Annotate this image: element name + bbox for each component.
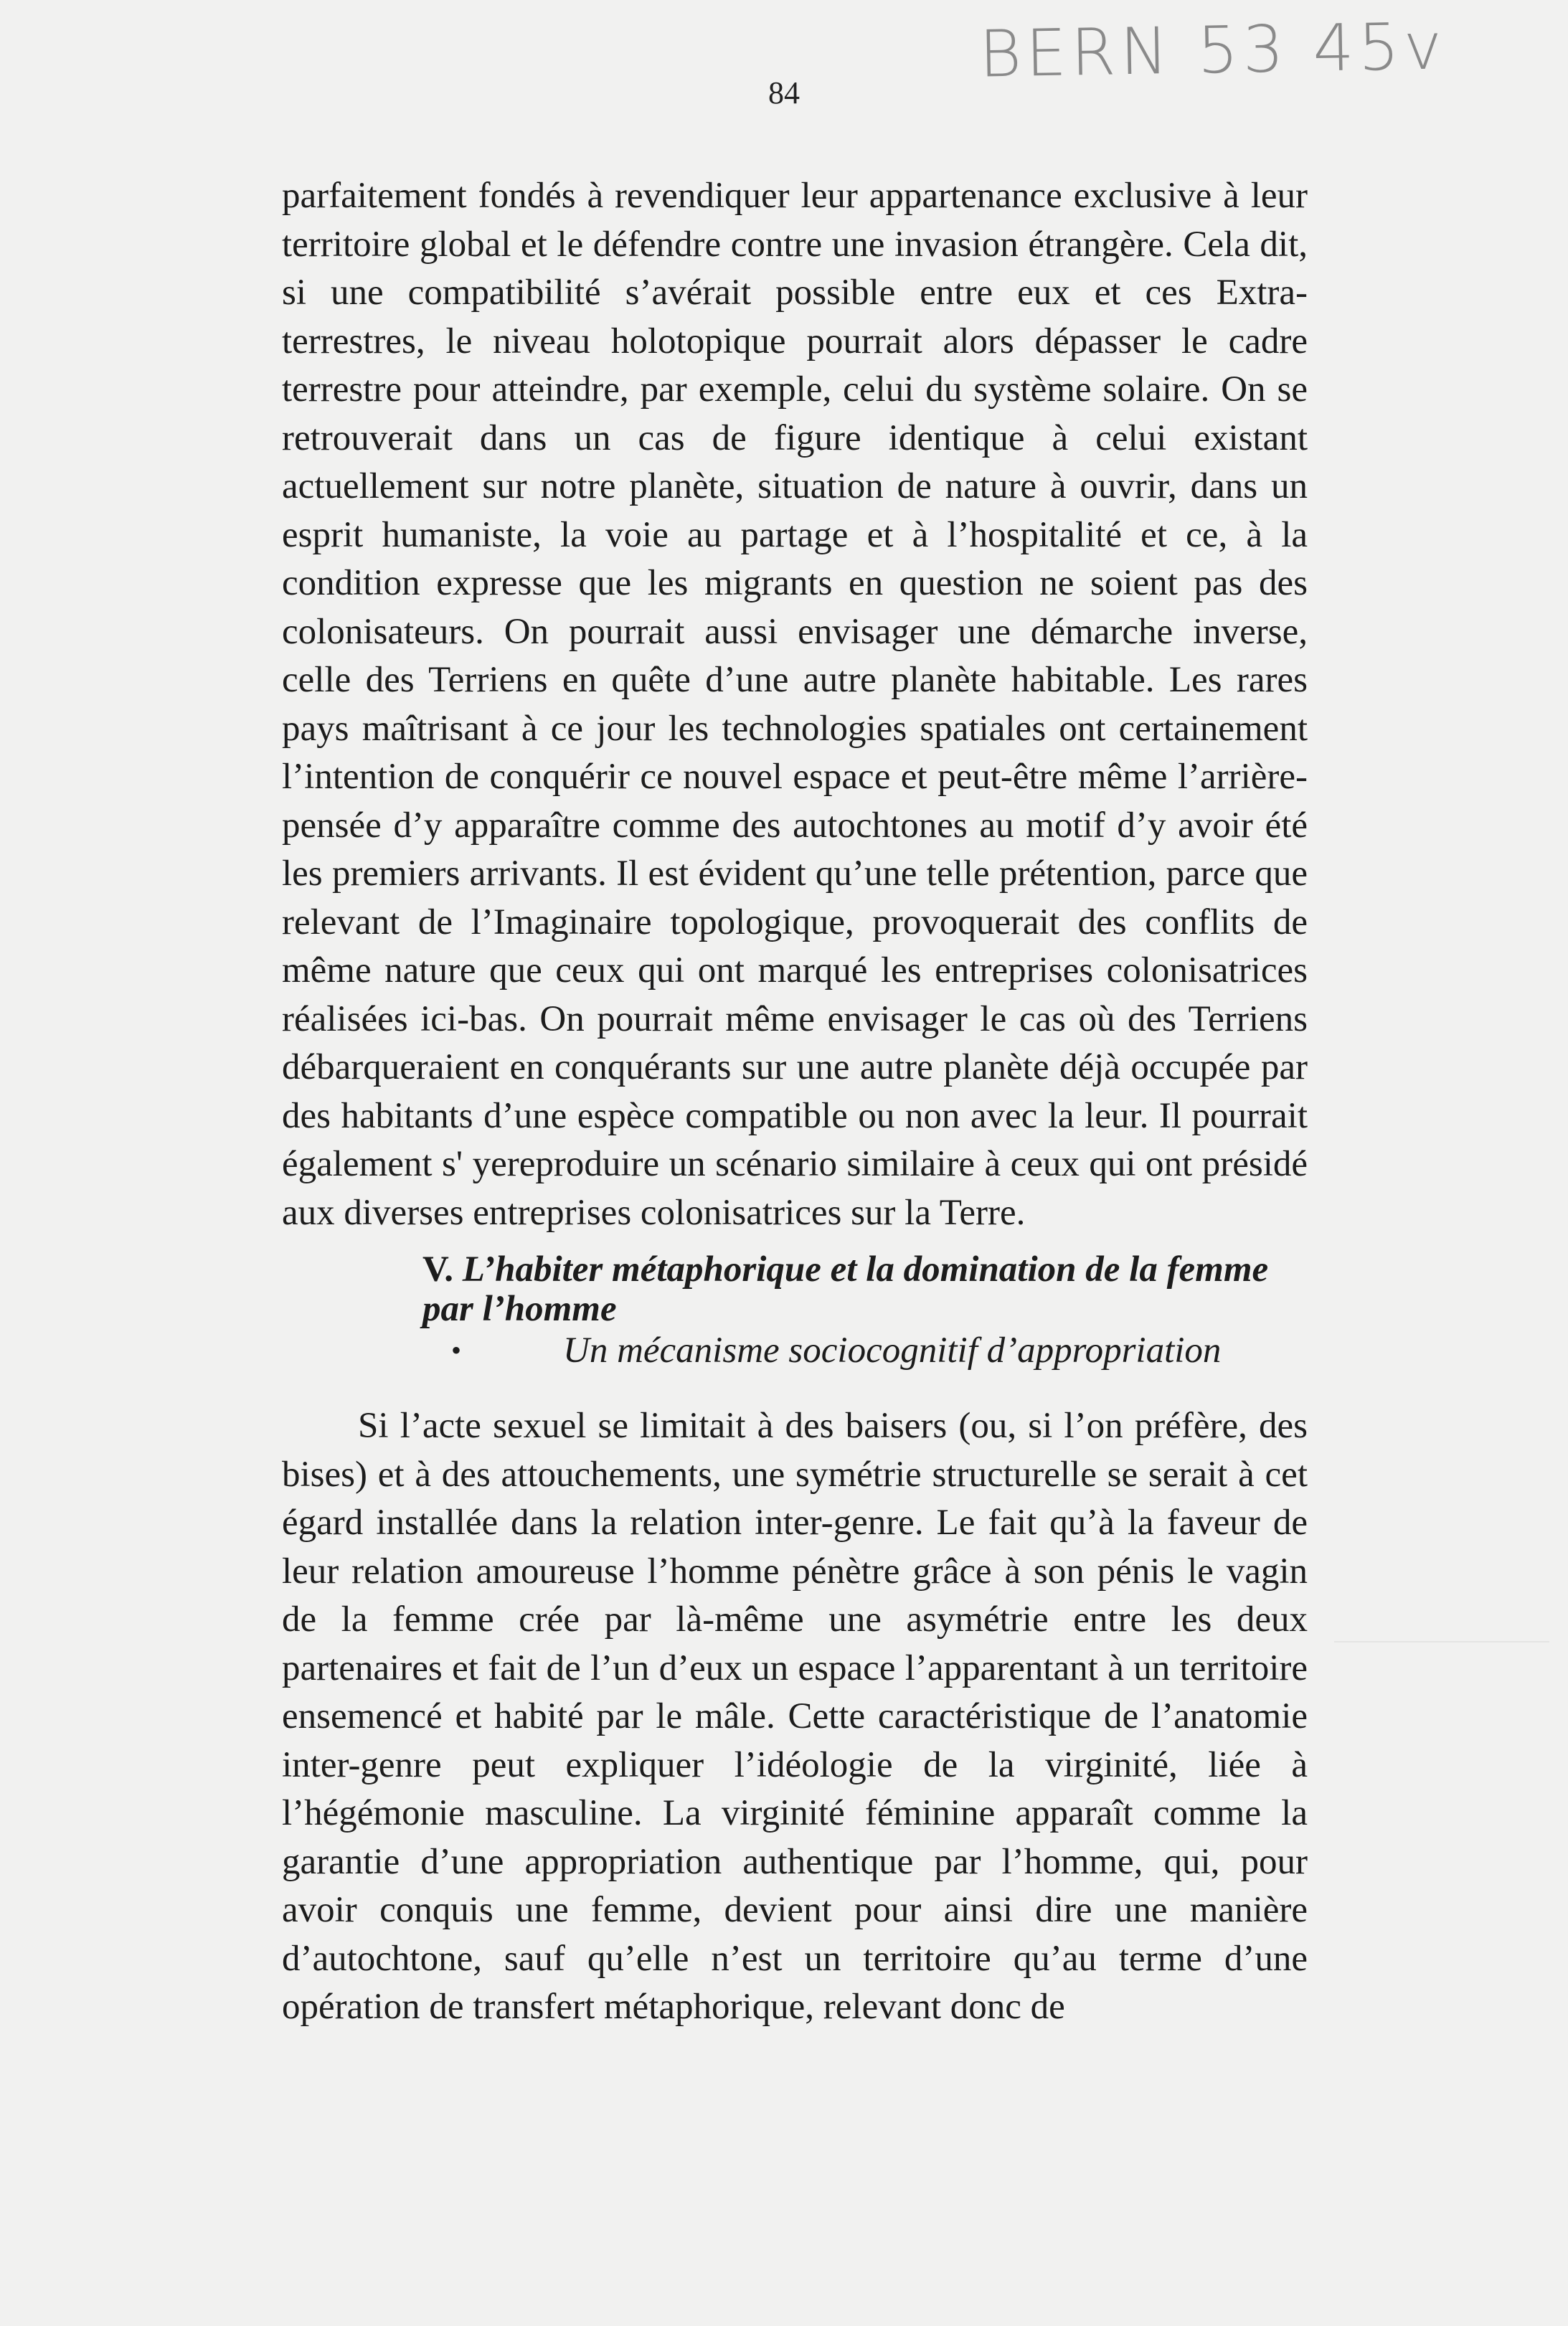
bullet-icon: •: [451, 1334, 462, 1366]
page-number: 84: [768, 75, 800, 110]
subheading-text: Un mécanisme sociocognitif d’appropriation: [563, 1330, 1222, 1371]
paragraph-continuation: parfaitement fondés à revendiquer leur appartenance exclusive à leur territoire global et le défendre contre une invasion étrangère. Cela dit, si une compatibilité s’avérait possible entre eux et ces Extra-terrestres, le niveau holotopique pourrait alors dépasser le cadre terrestre pour atteindre, par exemple, celui du système solaire. On se retrouverait dans un cas de figure identique à celui existant actuellement sur notre planète, situation de nature à ouvrir, dans un esprit humaniste, la voie au partage et à l’hospitalité et ce, à la condition expresse que les migrants en question ne soient pas des colonisateurs. On pourrait aussi envisager une démarche inverse, celle des Terriens en quête d’une autre planète habitable. Les rares pays maîtrisant à ce jour les technologies spatiales ont certainement l’intention de conquérir ce nouvel espace et peut-être même l’arrière-pensée d’y apparaître comme des autochtones au motif d’y avoir été les premiers arrivants. Il est évident qu’une telle prétention, parce que relevant de l’Imaginaire topologique, provoquerait des conflits de même nature que ceux qui ont marqué les entreprises colonisatrices réalisées ici-bas. On pourrait même envisager le cas où des Terriens débarqueraient en conquérants sur une autre planète déjà occupée par des habitants d’une espèce compatible ou non avec la leur. Il pourrait également s' yereproduire un scénario similaire à ceux qui ont présidé aux diverses entreprises colonisatrices sur la Terre.: [282, 176, 1308, 1233]
handwritten-archive-reference: BERN 53 45v: [978, 9, 1447, 93]
section-heading: [282, 1250, 1308, 1329]
paragraph-body: Si l’acte sexuel se limitait à des baisers (ou, si l’on préfère, des bises) et à des attouchements, une symétrie structurelle se serait à cet égard installée dans la relation inter-genre. Le fait qu’à la faveur de leur relation amoureuse l’homme pénètre grâce à son pénis le vagin de la femme crée par là-même une asymétrie entre les deux partenaires et fait de l’un d’eux un espace l’apparentant à un territoire ensemencé et habité par le mâle. Cette caractéristique de l’anatomie inter-genre peut expliquer l’idéologie de la virginité, liée à l’hégémonie masculine. La virginité féminine apparaît comme la garantie d’une appropriation authentique par l’homme, qui, pour avoir conquis une femme, devient pour ainsi dire une manière d’autochtone, sauf qu’elle n’est un territoire qu’au terme d’une opération de transfert métaphorique, relevant donc de: [282, 1406, 1308, 2027]
subheading: [282, 1329, 1308, 1402]
page-body: [282, 172, 1308, 2032]
section-title-line-2: par l’homme: [422, 1289, 617, 1329]
section-number: V.: [422, 1249, 454, 1290]
section-title-line-1: L’habiter métaphorique et la domination de la femme: [462, 1249, 1269, 1290]
bleed-through-line: [1334, 1641, 1549, 1642]
